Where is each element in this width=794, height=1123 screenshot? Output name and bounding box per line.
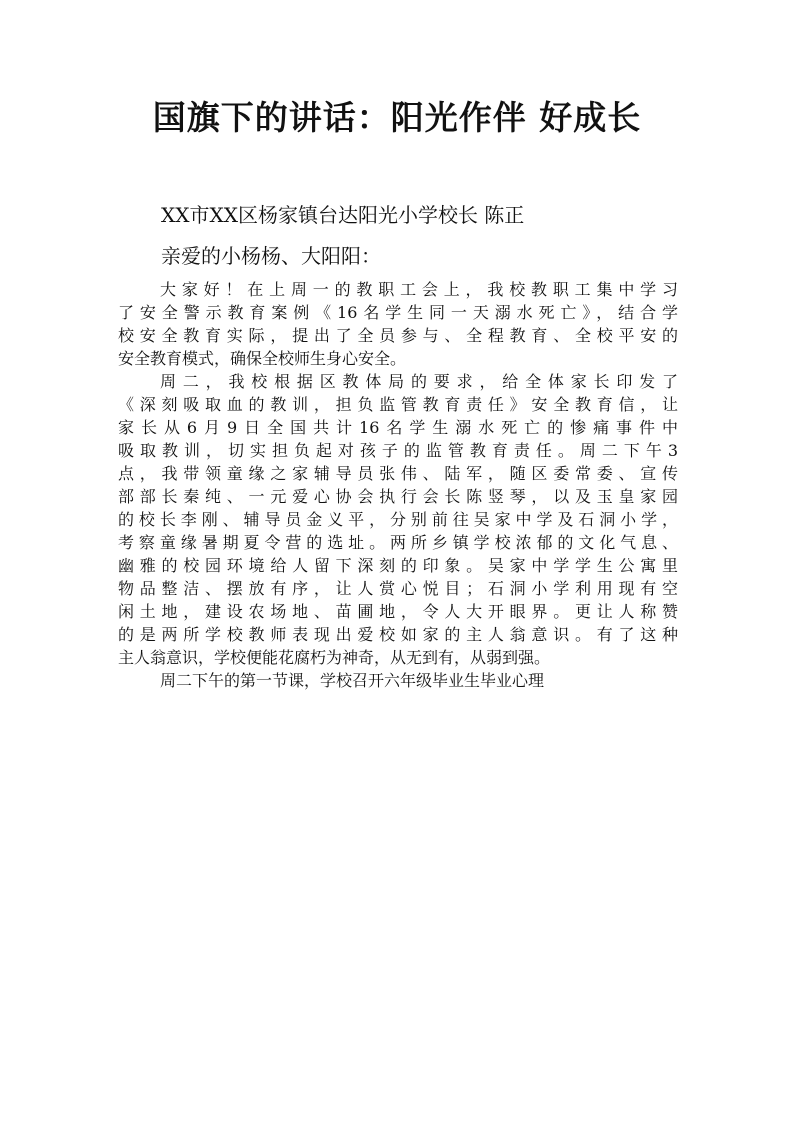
author-line: XX市XX区杨家镇台达阳光小学校长 陈正 [161, 203, 525, 227]
paragraph-line: 吸取教训，切实担负起对孩子的监管教育责任。周二下午3 [118, 441, 678, 460]
paragraph-line: 幽雅的校园环境给人留下深刻的印象。吴家中学学生公寓里 [118, 556, 678, 575]
paragraph-line: 物品整洁、摆放有序，让人赏心悦目；石洞小学利用现有空 [118, 579, 678, 598]
paragraph-1 [118, 277, 678, 369]
paragraph-line: 安全教育模式，确保全校师生身心安全。 [118, 349, 407, 368]
salutation: 亲爱的小杨杨、大阳阳： [161, 244, 381, 268]
paragraph-line: 的是两所学校教师表现出爱校如家的主人翁意识。有了这种 [118, 625, 678, 644]
paragraph-line: 考察童缘暑期夏令营的选址。两所乡镇学校浓郁的文化气息、 [118, 533, 678, 552]
paragraph-3 [118, 668, 678, 691]
paragraph-line: 主人翁意识，学校便能花腐朽为神奇，从无到有，从弱到强。 [118, 648, 551, 667]
paragraph-2 [118, 369, 678, 668]
paragraph-line: 大家好！在上周一的教职工会上，我校教职工集中学习 [160, 280, 678, 299]
document-title: 国旗下的讲话：阳光作伴 好成长 [152, 98, 642, 137]
paragraph-line: 闲土地，建设农场地、苗圃地，令人大开眼界。更让人称赞 [118, 602, 678, 621]
paragraph-line: 点，我带领童缘之家辅导员张伟、陆军，随区委常委、宣传 [118, 464, 678, 483]
paragraph-line: 《深刻吸取血的教训，担负监管教育责任》安全教育信，让 [118, 395, 678, 414]
paragraph-line: 校安全教育实际，提出了全员参与、全程教育、全校平安的 [118, 326, 678, 345]
paragraph-line: 周二，我校根据区教体局的要求，给全体家长印发了 [160, 372, 678, 391]
paragraph-line: 了安全警示教育案例《16名学生同一天溺水死亡》，结合学 [118, 303, 678, 322]
paragraph-line: 周二下午的第一节课，学校召开六年级毕业生毕业心理 [160, 671, 545, 690]
paragraph-line: 家长从6月9日全国共计16名学生溺水死亡的惨痛事件中 [118, 418, 678, 437]
paragraph-line: 部部长秦纯、一元爱心协会执行会长陈竖琴，以及玉皇家园 [118, 487, 678, 506]
paragraph-line: 的校长李刚、辅导员金义平，分别前往吴家中学及石洞小学， [118, 510, 678, 529]
body-paragraphs [118, 277, 678, 691]
